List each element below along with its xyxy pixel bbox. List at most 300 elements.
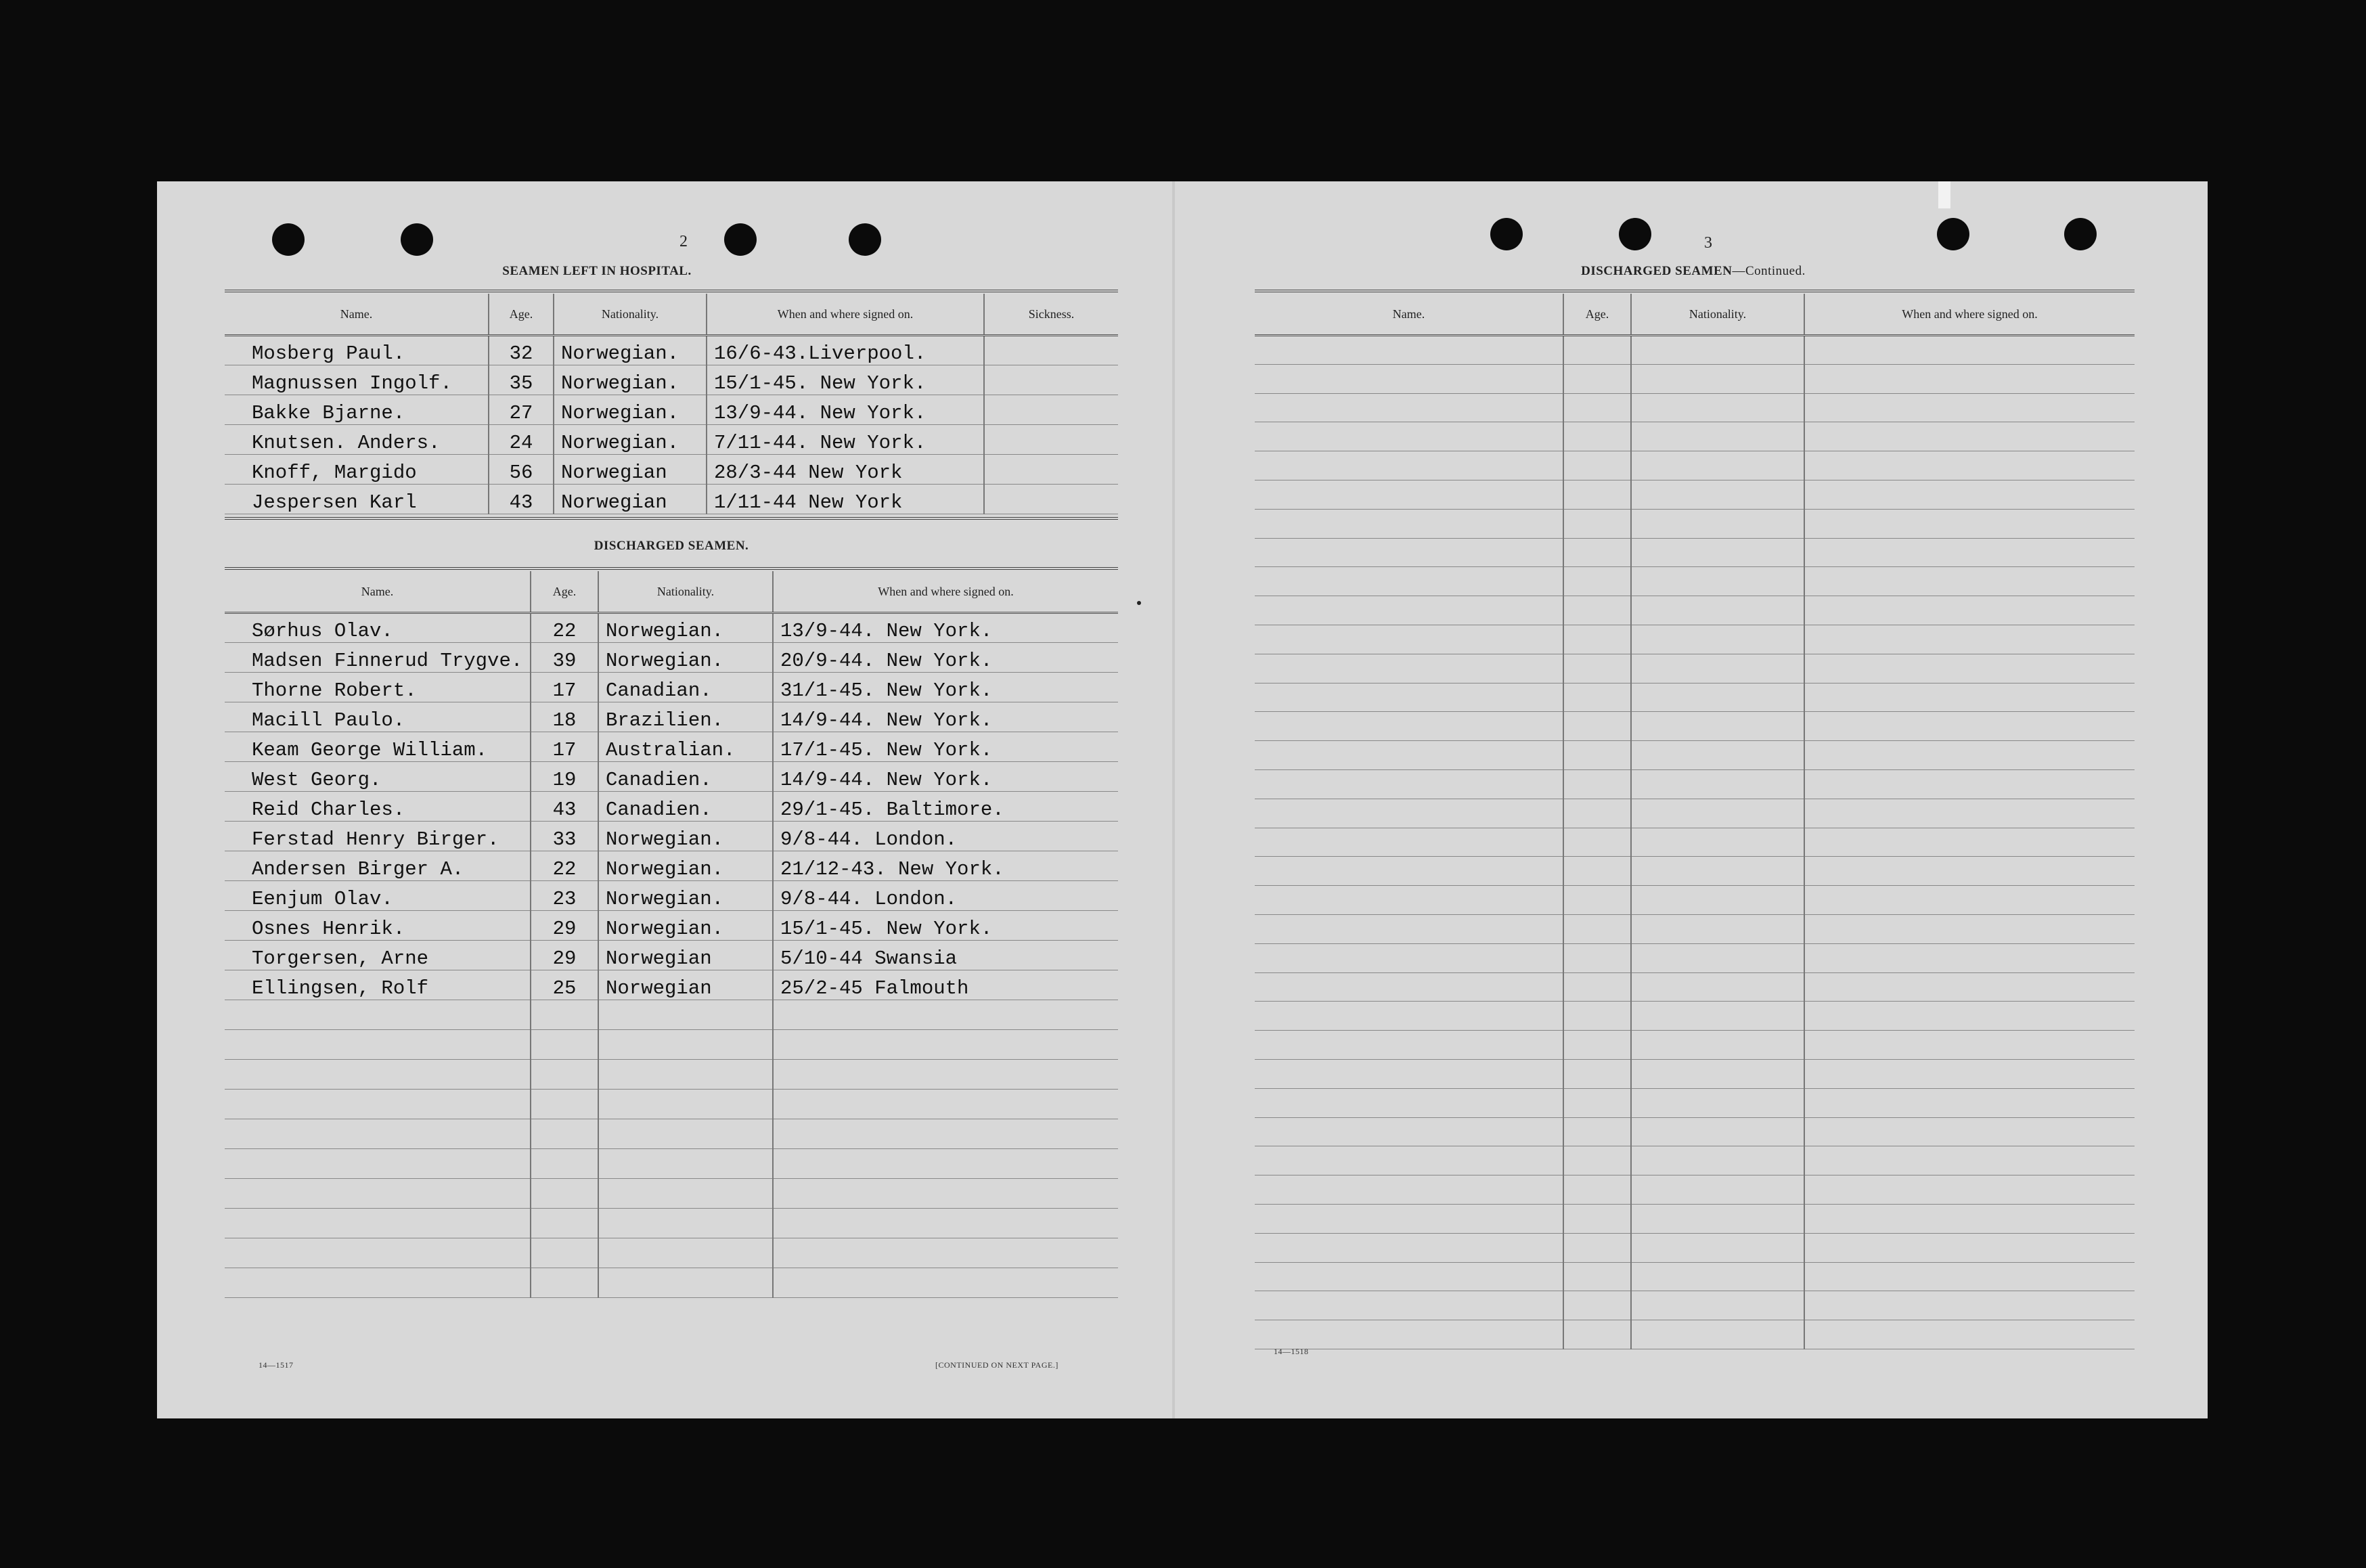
age-cell — [531, 1090, 598, 1119]
signed-on-cell — [1804, 393, 2135, 422]
signed-on-cell — [1804, 972, 2135, 1002]
name-cell — [1255, 393, 1563, 422]
age-cell — [1563, 625, 1631, 654]
signed-on-cell — [1804, 1204, 2135, 1233]
discharged-row — [225, 1179, 1118, 1209]
hospital-row — [225, 395, 1118, 425]
age-cell — [1563, 538, 1631, 567]
name-cell — [1255, 886, 1563, 915]
name-cell: West Georg. — [225, 762, 531, 792]
continued-row — [1255, 336, 2135, 365]
name-cell: Osnes Henrik. — [225, 911, 531, 941]
signed-on-cell — [773, 1209, 1118, 1238]
nationality-cell — [1631, 1291, 1804, 1320]
name-cell — [225, 1030, 531, 1060]
signed-on-cell — [1804, 1117, 2135, 1146]
signed-on-cell — [773, 1030, 1118, 1060]
name-cell — [1255, 336, 1563, 365]
signed-on-cell — [1804, 364, 2135, 393]
continued-header-nationality: Nationality. — [1631, 294, 1804, 336]
nationality-cell: Canadien. — [598, 792, 773, 822]
name-cell: Macill Paulo. — [225, 702, 531, 732]
name-cell: Reid Charles. — [225, 792, 531, 822]
signed-on-cell — [1804, 1146, 2135, 1175]
page-number-left: 2 — [679, 233, 688, 250]
signed-on-cell — [773, 1119, 1118, 1149]
hospital-header-sickness: Sickness. — [984, 294, 1118, 336]
continued-row — [1255, 364, 2135, 393]
signed-on-cell — [1804, 914, 2135, 943]
signed-on-cell: 20/9-44. New York. — [773, 643, 1118, 673]
nationality-cell — [598, 1060, 773, 1090]
name-cell: Ellingsen, Rolf — [225, 970, 531, 1000]
name-cell: Knoff, Margido — [225, 455, 489, 485]
discharged-row — [225, 1090, 1118, 1119]
age-cell — [1563, 654, 1631, 683]
age-cell: 17 — [531, 673, 598, 702]
nationality-cell — [1631, 1031, 1804, 1060]
name-cell: Keam George William. — [225, 732, 531, 762]
continued-row — [1255, 1117, 2135, 1146]
age-cell: 24 — [489, 425, 554, 455]
discharged-table — [225, 571, 1118, 1298]
name-cell — [1255, 1320, 1563, 1349]
nationality-cell — [1631, 1088, 1804, 1117]
signed-on-cell: 14/9-44. New York. — [773, 702, 1118, 732]
age-cell — [1563, 943, 1631, 972]
nationality-cell — [598, 1090, 773, 1119]
name-cell — [225, 1000, 531, 1030]
signed-on-cell — [1804, 1233, 2135, 1262]
continued-row — [1255, 799, 2135, 828]
discharged-header-nationality: Nationality. — [598, 571, 773, 613]
nationality-cell — [1631, 972, 1804, 1002]
signed-on-cell — [1804, 1320, 2135, 1349]
punch-hole — [1619, 218, 1651, 250]
punch-hole — [2064, 218, 2097, 250]
nationality-cell — [598, 1268, 773, 1298]
hospital-header-nationality: Nationality. — [554, 294, 707, 336]
sickness-cell — [984, 395, 1118, 425]
continued-row — [1255, 654, 2135, 683]
age-cell: 22 — [531, 851, 598, 881]
age-cell — [1563, 422, 1631, 451]
name-cell — [1255, 857, 1563, 886]
hospital-header-name: Name. — [225, 294, 489, 336]
name-cell — [1255, 683, 1563, 712]
signed-on-cell — [1804, 943, 2135, 972]
discharged-row — [225, 1149, 1118, 1179]
age-cell — [1563, 1291, 1631, 1320]
nationality-cell: Norwegian — [554, 455, 707, 485]
signed-on-cell: 21/12-43. New York. — [773, 851, 1118, 881]
signed-on-cell: 16/6-43.Liverpool. — [707, 336, 984, 365]
discharged-row — [225, 643, 1118, 673]
age-cell — [1563, 914, 1631, 943]
sickness-cell — [984, 336, 1118, 365]
signed-on-cell — [773, 1060, 1118, 1090]
age-cell — [1563, 451, 1631, 480]
hospital-row — [225, 485, 1118, 514]
age-cell — [531, 1268, 598, 1298]
page-number-right: 3 — [1704, 234, 1712, 252]
signed-on-cell — [1804, 769, 2135, 799]
signed-on-cell — [773, 1090, 1118, 1119]
age-cell — [531, 1119, 598, 1149]
discharged-row — [225, 911, 1118, 941]
hospital-row — [225, 425, 1118, 455]
signed-on-cell: 13/9-44. New York. — [707, 395, 984, 425]
age-cell — [1563, 567, 1631, 596]
name-cell — [225, 1060, 531, 1090]
age-cell — [531, 1209, 598, 1238]
signed-on-cell — [773, 1238, 1118, 1268]
name-cell — [1255, 769, 1563, 799]
signed-on-cell — [1804, 567, 2135, 596]
name-cell — [1255, 625, 1563, 654]
nationality-cell: Norwegian. — [598, 851, 773, 881]
discharged-row — [225, 1268, 1118, 1298]
name-cell — [1255, 1088, 1563, 1117]
name-cell — [1255, 1002, 1563, 1031]
nationality-cell: Norwegian. — [598, 613, 773, 643]
name-cell — [225, 1268, 531, 1298]
age-cell — [1563, 1175, 1631, 1205]
nationality-cell — [598, 1179, 773, 1209]
continued-row — [1255, 769, 2135, 799]
continued-row — [1255, 1059, 2135, 1088]
nationality-cell — [1631, 393, 1804, 422]
sickness-cell — [984, 425, 1118, 455]
signed-on-cell: 31/1-45. New York. — [773, 673, 1118, 702]
discharged-row — [225, 1000, 1118, 1030]
signed-on-cell — [773, 1179, 1118, 1209]
name-cell — [225, 1209, 531, 1238]
age-cell — [531, 1179, 598, 1209]
name-cell — [1255, 1233, 1563, 1262]
signed-on-cell: 29/1-45. Baltimore. — [773, 792, 1118, 822]
age-cell — [1563, 480, 1631, 509]
hospital-row — [225, 336, 1118, 365]
nationality-cell — [1631, 625, 1804, 654]
age-cell: 19 — [531, 762, 598, 792]
nationality-cell — [598, 1149, 773, 1179]
form-number-right: 14—1518 — [1274, 1347, 1309, 1356]
discharged-row — [225, 1060, 1118, 1090]
discharged-row — [225, 673, 1118, 702]
nationality-cell — [1631, 914, 1804, 943]
age-cell — [1563, 1002, 1631, 1031]
continued-row — [1255, 422, 2135, 451]
name-cell — [1255, 422, 1563, 451]
continued-row — [1255, 943, 2135, 972]
nationality-cell — [1631, 422, 1804, 451]
name-cell — [225, 1179, 531, 1209]
signed-on-cell — [1804, 654, 2135, 683]
continued-row — [1255, 1291, 2135, 1320]
name-cell: Jespersen Karl — [225, 485, 489, 514]
sickness-cell — [984, 485, 1118, 514]
name-cell — [1255, 1059, 1563, 1088]
signed-on-cell — [1804, 886, 2135, 915]
discharged-row — [225, 970, 1118, 1000]
nationality-cell — [1631, 654, 1804, 683]
age-cell: 25 — [531, 970, 598, 1000]
nationality-cell — [598, 1030, 773, 1060]
continued-row — [1255, 1088, 2135, 1117]
nationality-cell — [1631, 857, 1804, 886]
nationality-cell: Norwegian. — [598, 881, 773, 911]
age-cell — [1563, 1088, 1631, 1117]
discharged-row — [225, 1119, 1118, 1149]
age-cell: 33 — [531, 822, 598, 851]
continued-row — [1255, 914, 2135, 943]
age-cell — [1563, 1146, 1631, 1175]
signed-on-cell: 15/1-45. New York. — [773, 911, 1118, 941]
nationality-cell — [1631, 1262, 1804, 1291]
discharged-row — [225, 732, 1118, 762]
signed-on-cell — [1804, 828, 2135, 857]
age-cell — [1563, 741, 1631, 770]
nationality-cell — [1631, 1002, 1804, 1031]
signed-on-cell — [1804, 712, 2135, 741]
punch-hole — [1490, 218, 1523, 250]
continued-row — [1255, 625, 2135, 654]
age-cell — [531, 1238, 598, 1268]
signed-on-cell — [1804, 1262, 2135, 1291]
continued-row — [1255, 1233, 2135, 1262]
age-cell — [1563, 364, 1631, 393]
page-fold — [1172, 181, 1175, 1418]
nationality-cell: Norwegian — [598, 970, 773, 1000]
punch-hole — [272, 223, 305, 256]
continued-header-age: Age. — [1563, 294, 1631, 336]
discharged-row — [225, 822, 1118, 851]
name-cell — [1255, 712, 1563, 741]
age-cell — [1563, 393, 1631, 422]
hospital-row — [225, 365, 1118, 395]
signed-on-cell: 28/3-44 New York — [707, 455, 984, 485]
nationality-cell: Norwegian — [598, 941, 773, 970]
signed-on-cell — [1804, 451, 2135, 480]
age-cell: 27 — [489, 395, 554, 425]
signed-on-cell — [1804, 1059, 2135, 1088]
name-cell — [1255, 1146, 1563, 1175]
ink-speck — [1137, 601, 1141, 605]
signed-on-cell: 1/11-44 New York — [707, 485, 984, 514]
age-cell — [1563, 769, 1631, 799]
name-cell: Eenjum Olav. — [225, 881, 531, 911]
name-cell — [1255, 509, 1563, 538]
nationality-cell — [1631, 683, 1804, 712]
discharged-row — [225, 702, 1118, 732]
continued-row — [1255, 1002, 2135, 1031]
name-cell — [1255, 1175, 1563, 1205]
name-cell: Mosberg Paul. — [225, 336, 489, 365]
age-cell — [1563, 1117, 1631, 1146]
name-cell: Ferstad Henry Birger. — [225, 822, 531, 851]
discharged-continued-label: DISCHARGED SEAMEN — [1581, 264, 1733, 278]
nationality-cell — [1631, 769, 1804, 799]
age-cell — [1563, 712, 1631, 741]
age-cell: 39 — [531, 643, 598, 673]
age-cell — [1563, 1233, 1631, 1262]
continued-row — [1255, 509, 2135, 538]
name-cell — [1255, 451, 1563, 480]
name-cell — [225, 1238, 531, 1268]
age-cell — [1563, 1262, 1631, 1291]
signed-on-cell — [1804, 480, 2135, 509]
continued-row — [1255, 828, 2135, 857]
signed-on-cell — [773, 1268, 1118, 1298]
paper-tab — [1938, 181, 1950, 208]
name-cell — [1255, 1204, 1563, 1233]
name-cell: Andersen Birger A. — [225, 851, 531, 881]
nationality-cell: Norwegian. — [598, 643, 773, 673]
punch-hole — [401, 223, 433, 256]
hospital-section-title: SEAMEN LEFT IN HOSPITAL. — [502, 264, 692, 278]
signed-on-cell — [1804, 422, 2135, 451]
signed-on-cell — [1804, 1031, 2135, 1060]
name-cell — [1255, 741, 1563, 770]
name-cell — [225, 1119, 531, 1149]
right-top-rule — [1255, 290, 2135, 292]
nationality-cell: Norwegian. — [554, 336, 707, 365]
continued-header-name: Name. — [1255, 294, 1563, 336]
signed-on-cell — [1804, 509, 2135, 538]
name-cell: Torgersen, Arne — [225, 941, 531, 970]
punch-hole — [724, 223, 757, 256]
punch-hole — [1937, 218, 1969, 250]
age-cell: 56 — [489, 455, 554, 485]
age-cell: 17 — [531, 732, 598, 762]
age-cell: 29 — [531, 911, 598, 941]
age-cell: 29 — [531, 941, 598, 970]
name-cell — [1255, 1262, 1563, 1291]
discharged-row — [225, 1238, 1118, 1268]
age-cell: 35 — [489, 365, 554, 395]
age-cell — [1563, 799, 1631, 828]
continued-row — [1255, 480, 2135, 509]
discharged-row — [225, 941, 1118, 970]
continued-row — [1255, 538, 2135, 567]
name-cell — [1255, 799, 1563, 828]
continued-row — [1255, 1031, 2135, 1060]
nationality-cell — [1631, 567, 1804, 596]
name-cell — [1255, 914, 1563, 943]
nationality-cell — [1631, 943, 1804, 972]
age-cell: 18 — [531, 702, 598, 732]
continued-row — [1255, 1175, 2135, 1205]
discharged-row — [225, 1030, 1118, 1060]
sickness-cell — [984, 455, 1118, 485]
signed-on-cell: 25/2-45 Falmouth — [773, 970, 1118, 1000]
age-cell: 23 — [531, 881, 598, 911]
signed-on-cell — [1804, 1175, 2135, 1205]
nationality-cell — [1631, 828, 1804, 857]
name-cell — [1255, 364, 1563, 393]
nationality-cell — [1631, 1146, 1804, 1175]
nationality-cell: Norwegian — [554, 485, 707, 514]
age-cell — [1563, 683, 1631, 712]
nationality-cell: Norwegian. — [598, 911, 773, 941]
age-cell — [1563, 857, 1631, 886]
continued-row — [1255, 683, 2135, 712]
nationality-cell — [1631, 596, 1804, 625]
continued-row — [1255, 886, 2135, 915]
nationality-cell — [1631, 336, 1804, 365]
discharged-row — [225, 613, 1118, 643]
discharged-header-age: Age. — [531, 571, 598, 613]
nationality-cell — [1631, 364, 1804, 393]
age-cell — [1563, 596, 1631, 625]
discharged-row — [225, 851, 1118, 881]
continued-row — [1255, 1262, 2135, 1291]
continued-row — [1255, 712, 2135, 741]
name-cell — [1255, 654, 1563, 683]
form-number-left: 14—1517 — [259, 1360, 294, 1370]
signed-on-cell — [1804, 857, 2135, 886]
signed-on-cell: 17/1-45. New York. — [773, 732, 1118, 762]
discharged-header-name: Name. — [225, 571, 531, 613]
discharged-top-rule — [225, 567, 1118, 570]
name-cell — [1255, 1031, 1563, 1060]
continued-note: [CONTINUED ON NEXT PAGE.] — [935, 1360, 1058, 1370]
nationality-cell — [1631, 1175, 1804, 1205]
continued-row — [1255, 393, 2135, 422]
continued-row — [1255, 1146, 2135, 1175]
nationality-cell — [1631, 886, 1804, 915]
name-cell — [225, 1090, 531, 1119]
hospital-header-signed-on: When and where signed on. — [707, 294, 984, 336]
hospital-header-age: Age. — [489, 294, 554, 336]
age-cell: 43 — [531, 792, 598, 822]
continued-row — [1255, 567, 2135, 596]
age-cell — [531, 1149, 598, 1179]
signed-on-cell: 13/9-44. New York. — [773, 613, 1118, 643]
signed-on-cell — [773, 1149, 1118, 1179]
nationality-cell — [1631, 799, 1804, 828]
signed-on-cell — [1804, 596, 2135, 625]
name-cell — [1255, 567, 1563, 596]
discharged-header-signed-on: When and where signed on. — [773, 571, 1118, 613]
age-cell — [531, 1060, 598, 1090]
name-cell: Knutsen. Anders. — [225, 425, 489, 455]
nationality-cell: Norwegian. — [554, 425, 707, 455]
discharged-row — [225, 792, 1118, 822]
age-cell: 43 — [489, 485, 554, 514]
signed-on-cell — [773, 1000, 1118, 1030]
name-cell — [1255, 972, 1563, 1002]
signed-on-cell — [1804, 1002, 2135, 1031]
nationality-cell — [1631, 1117, 1804, 1146]
nationality-cell — [598, 1209, 773, 1238]
name-cell: Madsen Finnerud Trygve. — [225, 643, 531, 673]
continued-row — [1255, 596, 2135, 625]
hospital-bottom-rule — [225, 517, 1118, 520]
age-cell — [1563, 509, 1631, 538]
discharged-section-title: DISCHARGED SEAMEN. — [594, 539, 749, 553]
signed-on-cell — [1804, 1291, 2135, 1320]
discharged-row — [225, 762, 1118, 792]
signed-on-cell — [1804, 741, 2135, 770]
signed-on-cell — [1804, 683, 2135, 712]
name-cell: Thorne Robert. — [225, 673, 531, 702]
name-cell — [1255, 1291, 1563, 1320]
discharged-row — [225, 1209, 1118, 1238]
continued-row — [1255, 1204, 2135, 1233]
signed-on-cell: 14/9-44. New York. — [773, 762, 1118, 792]
